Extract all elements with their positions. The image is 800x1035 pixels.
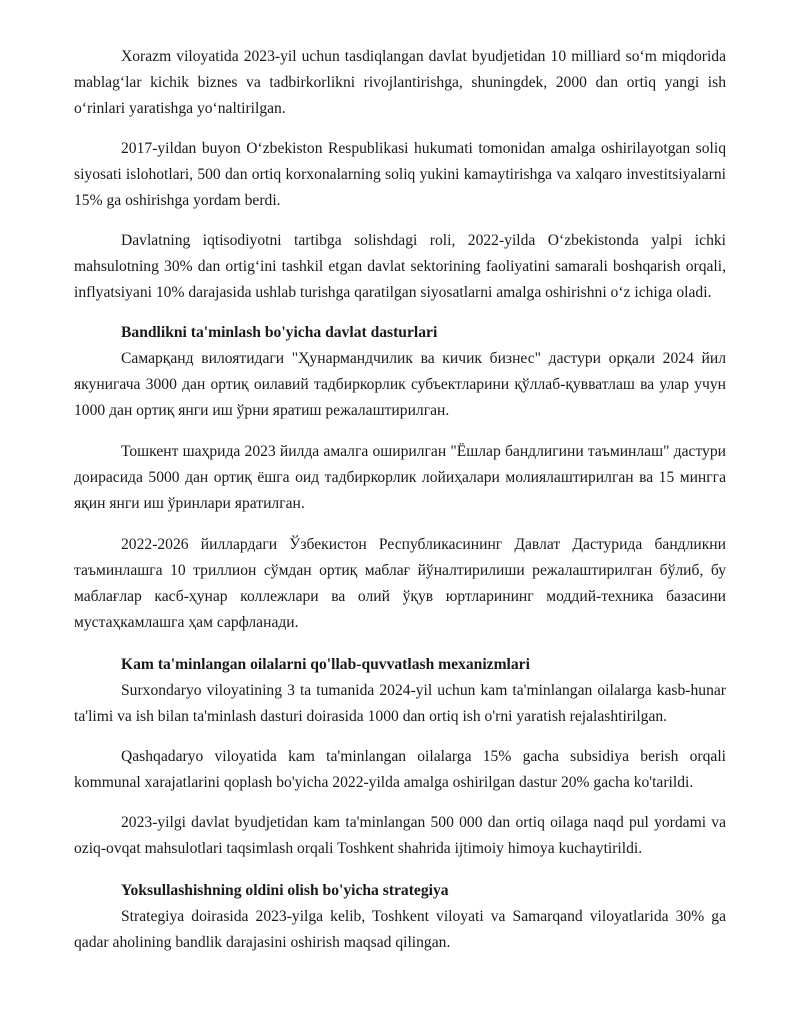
document-page [74, 44, 726, 956]
paragraph-surxondaryo: Surxondaryo viloyatining 3 ta tumanida 2024-yil uchun kam ta'minlangan oilalarga kasb-hunar ta'limi va ish bilan ta'minlash dasturi doirasida 1000 dan ortiq ish o'rni yaratish rejalashtirilgan. [74, 682, 726, 725]
paragraph-state-program: 2022-2026 йиллардаги Ўзбекистон Республикасининг Давлат Дастурида бандликни таъминлашга 10 триллион сўмдан ортиқ маблағ йўналтирилиши режалаштирилган бўлиб, бу маблағлар касб-ҳунар коллежлари ва олий ўқув юртларининг моддий-техника базасини мустаҳкамлашга ҳам сарфланади. [74, 536, 726, 631]
paragraph-state-role: Davlatning iqtisodiyotni tartibga solishdagi roli, 2022-yilda O‘zbekistonda yalpi ichki mahsulotning 30% dan ortig‘ini tashkil etgan davlat sektorining faoliyatini samarali boshqarish orqali, inflyatsiyani 10% darajasida ushlab turishga qaratilgan siyosatlarni amalga oshirishni o‘z ichiga oladi. [74, 232, 726, 301]
paragraph-strategy-goal: Strategiya doirasida 2023-yilga kelib, Toshkent viloyati va Samarqand viloyatlarida 30% ga qadar aholining bandlik darajasini oshirish maqsad qilingan. [74, 908, 726, 951]
paragraph-xorazm-budget: Xorazm viloyatida 2023-yil uchun tasdiqlangan davlat byudjetidan 10 milliard so‘m miqdorida mablag‘lar kichik biznes va tadbirkorlikni rivojlantirishga, shuningdek, 2000 dan ortiq yangi ish o‘rinlari yaratishga yo‘naltirilgan. [74, 48, 726, 117]
heading-poverty-strategy: Yoksullashishning oldini olish bo'yicha strategiya [121, 882, 449, 899]
paragraph-cash-aid: 2023-yilgi davlat byudjetidan kam ta'minlangan 500 000 dan ortiq oilaga naqd pul yordami va oziq-ovqat mahsulotlari taqsimlash orqali Toshkent shahrida ijtimoiy himoya kuchaytirildi. [74, 814, 726, 857]
paragraph-qashqadaryo: Qashqadaryo viloyatida kam ta'minlangan oilalarga 15% gacha subsidiya berish orqali kommunal xarajatlarini qoplash bo'yicha 2022-yilda amalga oshirilgan dastur 20% gacha ko'tarildi. [74, 748, 726, 791]
paragraph-samarkand-program: Самарқанд вилоятидаги "Ҳунармандчилик ва кичик бизнес" дастури орқали 2024 йил якунигача 3000 дан ортиқ оилавий тадбиркорлик субъектларини қўллаб-қувватлаш ва улар учун 1000 дан ортиқ янги иш ўрни яратиш режалаштирилган. [74, 350, 726, 419]
heading-low-income-support: Kam ta'minlangan oilalarni qo'llab-quvvatlash mexanizmlari [121, 656, 530, 673]
paragraph-tashkent-youth: Тошкент шаҳрида 2023 йилда амалга оширилган "Ёшлар бандлигини таъминлаш" дастури доирасида 5000 дан ортиқ ёшга оид тадбиркорлик лойиҳалари молиялаштирилган ва 15 мингга яқин янги иш ўринлари яратилган. [74, 443, 726, 512]
paragraph-tax-reform: 2017-yildan buyon O‘zbekiston Respublikasi hukumati tomonidan amalga oshirilayotgan soliq siyosati islohotlari, 500 dan ortiq korxonalarning soliq yukini kamaytirishga va xalqaro investitsiyalarni 15% ga oshirishga yordam berdi. [74, 140, 726, 209]
heading-employment-programs: Bandlikni ta'minlash bo'yicha davlat dasturlari [121, 324, 438, 341]
